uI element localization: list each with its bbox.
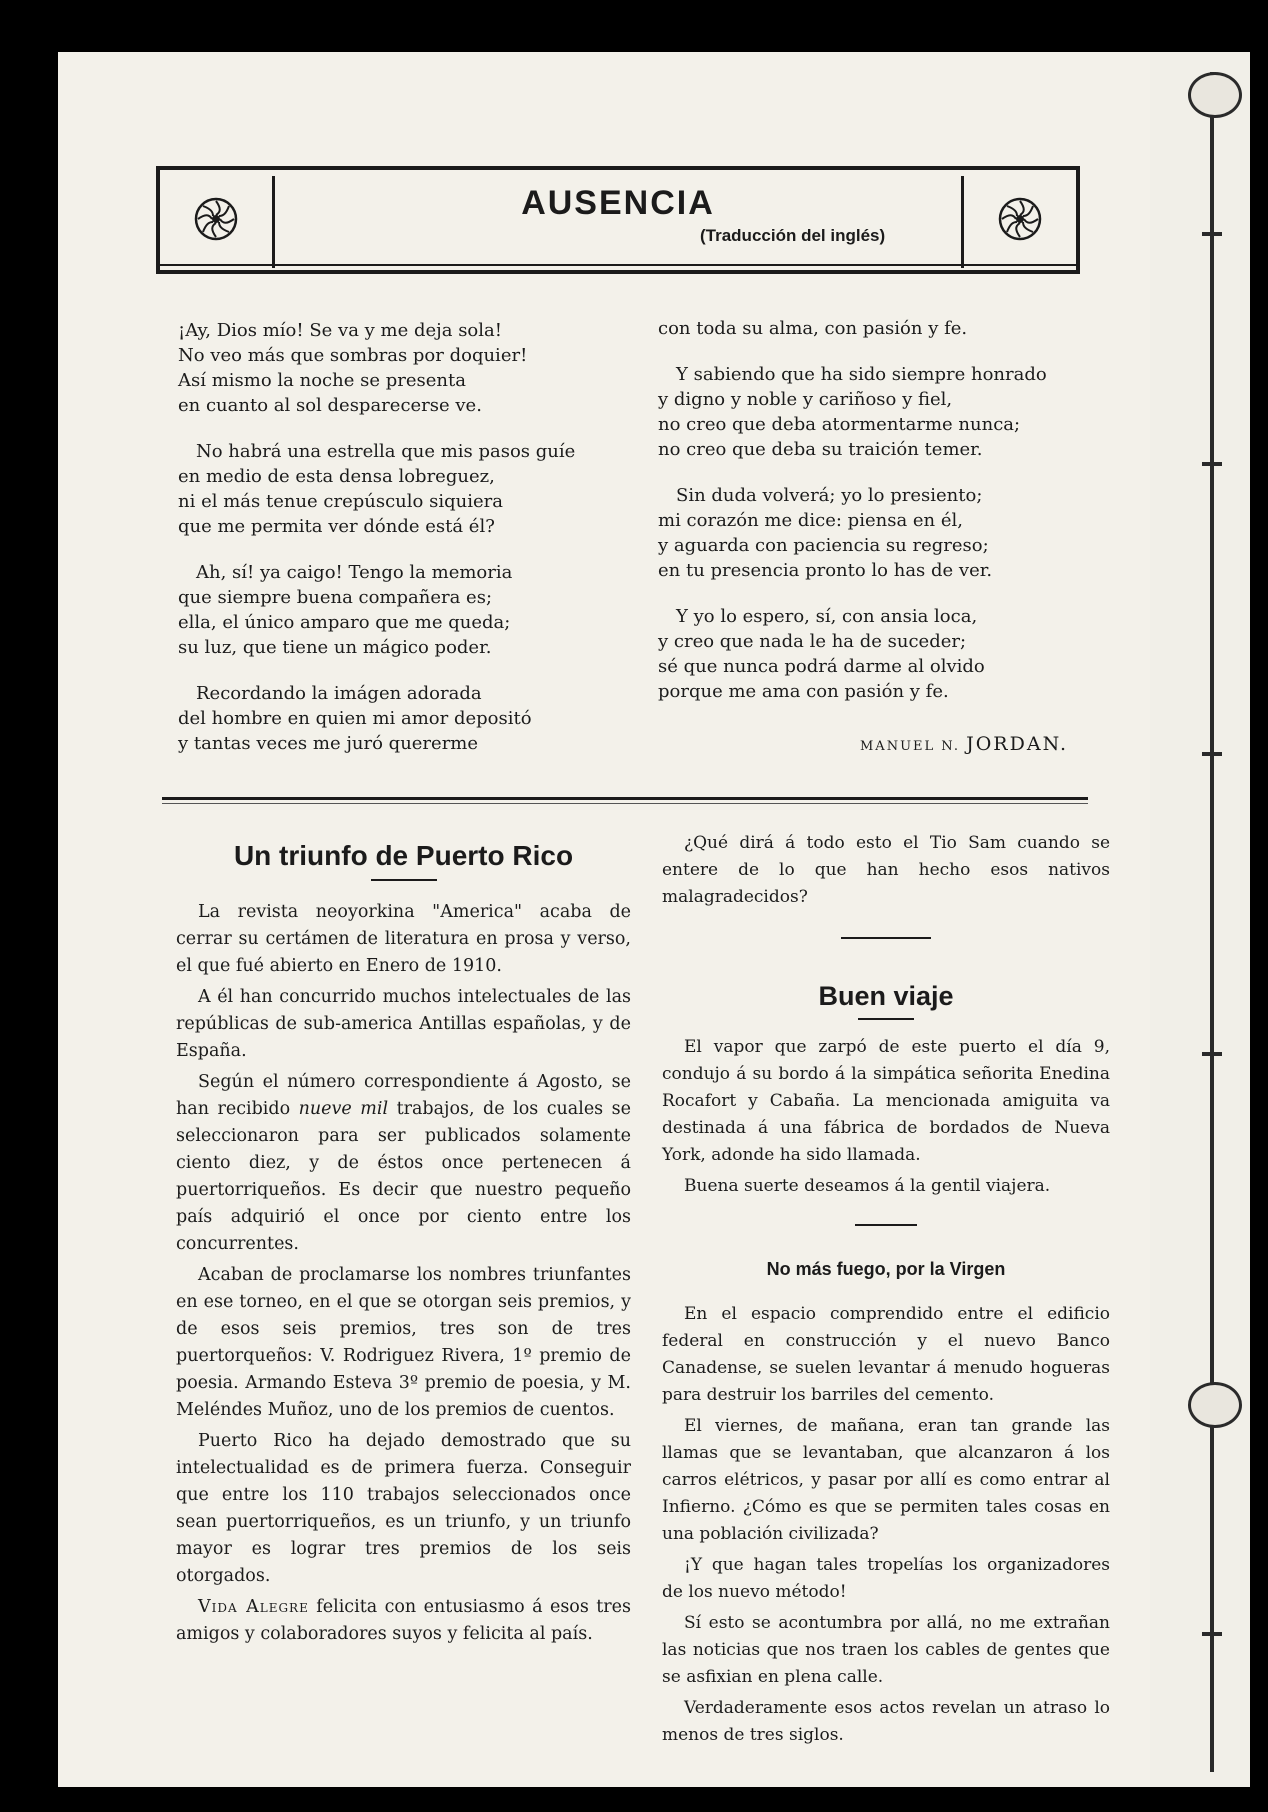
poem-line: porque me ama con pasión y fe. [658, 681, 949, 702]
poem-stanza [178, 681, 575, 756]
binding-tick [1202, 1632, 1222, 1636]
poem-line: Así mismo la noche se presenta [178, 370, 466, 391]
paragraph: Acaban de proclamarse los nombres triunfantes en ese torneo, en el que se otorgan seis premios, y de esos seis premios, tres son de tres puertorqueños: V. Rodriguez Rivera, 1º premio de poesia. Armando Esteva 3º premio de poesia, y M. Meléndes Muñoz, uno de los premios de cuentos. [176, 1265, 631, 1420]
magazine-name: Vida Alegre [198, 1597, 309, 1617]
paragraph: Puerto Rico ha dejado demostrado que su intelectualidad es de primera fuerza. Conseguir que entre los 110 trabajos seleccionados once sean puertorriqueños, es un triunfo, y un triunfo mayor es lograr tres premios de los seis otorgados. [176, 1431, 631, 1586]
poem-author [860, 733, 1068, 755]
poem-line: y aguarda con paciencia su regreso; [658, 535, 989, 556]
header-rule [160, 264, 1076, 266]
separator-rule [855, 1224, 917, 1226]
binding-tick [1202, 1052, 1222, 1056]
poem-stanza [178, 318, 575, 418]
poem-line: No veo más que sombras por doquier! [178, 345, 528, 366]
poem-line: ¡Ay, Dios mío! Se va y me deja sola! [178, 320, 502, 341]
poem-line: en tu presencia pronto lo has de ver. [658, 560, 993, 581]
binding-tick [1202, 752, 1222, 756]
paragraph-part: trabajos, de los cuales se seleccionaron para ser publicados solamente ciento diez, y de éstos once pertenecen á puertorriqueños. Es decir que nuestro pequeño país adquirió el once por ciento entre los concurrentes. [176, 1099, 631, 1254]
poem-line: con toda su alma, con pasión y fe. [658, 318, 968, 339]
paragraph: A él han concurrido muchos intelectuales de las repúblicas de sub-america Antillas españolas, y de España. [176, 987, 631, 1061]
article-title: Buen viaje [818, 981, 954, 1011]
poem-line: ella, el único amparo que me queda; [178, 612, 511, 633]
title-rule [371, 879, 437, 881]
paragraph: En el espacio comprendido entre el edificio federal en construcción y el nuevo Banco Canadense, se suelen levantar á menudo hogueras para destruir los barriles del cemento. [662, 1304, 1110, 1405]
poem-line: No habrá una estrella que mis pasos guíe [196, 441, 576, 462]
paragraph: ¿Qué dirá á todo esto el Tio Sam cuando se entere de lo que han hecho esos nativos malagradecidos? [662, 833, 1110, 907]
paragraph: El vapor que zarpó de este puerto el día 9, condujo á su bordo á la simpática señorita Enedina Rocafort y Cabaña. La mencionada amiguita va destinada á una fábrica de bordados de Nueva York, adonde ha sido llamada. [662, 1037, 1110, 1165]
paragraph-part: Según el número correspondiente á Agosto, se han recibido [176, 1072, 631, 1119]
article-puerto-rico [176, 842, 631, 1652]
paragraph: El viernes, de mañana, eran tan grande las llamas que se levantaban, que alcanzaron á los carros elétricos, y pasar por allí es como entrar al Infierno. ¿Cómo es que se permiten tales cosas en una población civilizada? [662, 1416, 1110, 1544]
article-right-column [662, 830, 1110, 1753]
poem-line: que me permita ver dónde está él? [178, 516, 495, 537]
poem-line: Ah, sí! ya caigo! Tengo la memoria [196, 562, 513, 583]
paragraph: ¡Y que hagan tales tropelías los organizadores de los nuevo método! [662, 1555, 1110, 1602]
section-divider-thin [162, 803, 1088, 804]
poem-line: y tantas veces me juró quererme [178, 733, 479, 754]
poem-line: y digno y noble y cariñoso y fiel, [658, 389, 953, 410]
separator-rule [841, 937, 931, 939]
poem-stanza [178, 560, 575, 660]
article-title: No más fuego, por la Virgen [766, 1259, 1006, 1279]
binding-tick [1202, 462, 1222, 466]
poem-line: y creo que nada le ha de suceder; [658, 631, 967, 652]
binding-knot-top [1188, 72, 1242, 118]
paragraph [176, 1069, 631, 1258]
poem-line: mi corazón me dice: piensa en él, [658, 510, 963, 531]
poem-stanza [658, 362, 1047, 462]
author-first: MANUEL N. [860, 739, 960, 754]
binding-knot-lower [1188, 1382, 1242, 1428]
poem-line: no creo que deba su traición temer. [658, 439, 983, 460]
binding-rod [1210, 72, 1214, 1772]
poem-stanza [178, 439, 575, 539]
poem-column-left [178, 318, 575, 777]
emphasis-text: nueve mil [298, 1099, 389, 1119]
title-rule [858, 1018, 914, 1020]
article-title: Un triunfo de Puerto Rico [233, 840, 574, 871]
poem-line: que siempre buena compañera es; [178, 587, 493, 608]
paragraph: La revista neoyorkina "America" acaba de cerrar su certámen de literatura en prosa y verso, el que fué abierto en Enero de 1910. [176, 902, 631, 976]
poem-line: en medio de esta densa lobreguez, [178, 466, 495, 487]
poem-line: Recordando la imágen adorada [196, 683, 482, 704]
poem-line: sé que nunca podrá darme al olvido [658, 656, 985, 677]
poem-line: en cuanto al sol desparecerse ve. [178, 395, 482, 416]
poem-line: Y yo lo espero, sí, con ansia loca, [676, 606, 978, 627]
paragraph: Buena suerte deseamos á la gentil viajera. [684, 1176, 1051, 1196]
binding-strip [1150, 52, 1250, 1787]
header-frame [156, 166, 1080, 274]
poem-stanza [658, 316, 1047, 341]
poem-line: del hombre en quien mi amor depositó [178, 708, 532, 729]
poem-subtitle: (Traducción del inglés) [700, 226, 886, 245]
poem-stanza [658, 483, 1047, 583]
poem-stanza [658, 604, 1047, 704]
paragraph: Verdaderamente esos actos revelan un atraso lo menos de tres siglos. [662, 1698, 1110, 1745]
poem-line: ni el más tenue crepúsculo siquiera [178, 491, 503, 512]
binding-tick [1202, 232, 1222, 236]
poem-title: AUSENCIA [521, 184, 715, 222]
poem-column-right [658, 316, 1047, 725]
poem-line: Y sabiendo que ha sido siempre honrado [676, 364, 1047, 385]
paragraph-part: felicita con entusiasmo á esos tres amigos y colaboradores suyos y felicita al país. [176, 1597, 631, 1644]
section-divider [162, 797, 1088, 800]
poem-line: no creo que deba atormentarme nunca; [658, 414, 1021, 435]
paragraph: Sí esto se acontumbra por allá, no me extrañan las noticias que nos traen los cables de gentes que se asfixian en plena calle. [662, 1613, 1110, 1687]
poem-line: su luz, que tiene un mágico poder. [178, 637, 492, 658]
author-last: JORDAN. [966, 733, 1069, 755]
poem-line: Sin duda volverá; yo lo presiento; [676, 485, 983, 506]
paragraph [176, 1594, 631, 1648]
